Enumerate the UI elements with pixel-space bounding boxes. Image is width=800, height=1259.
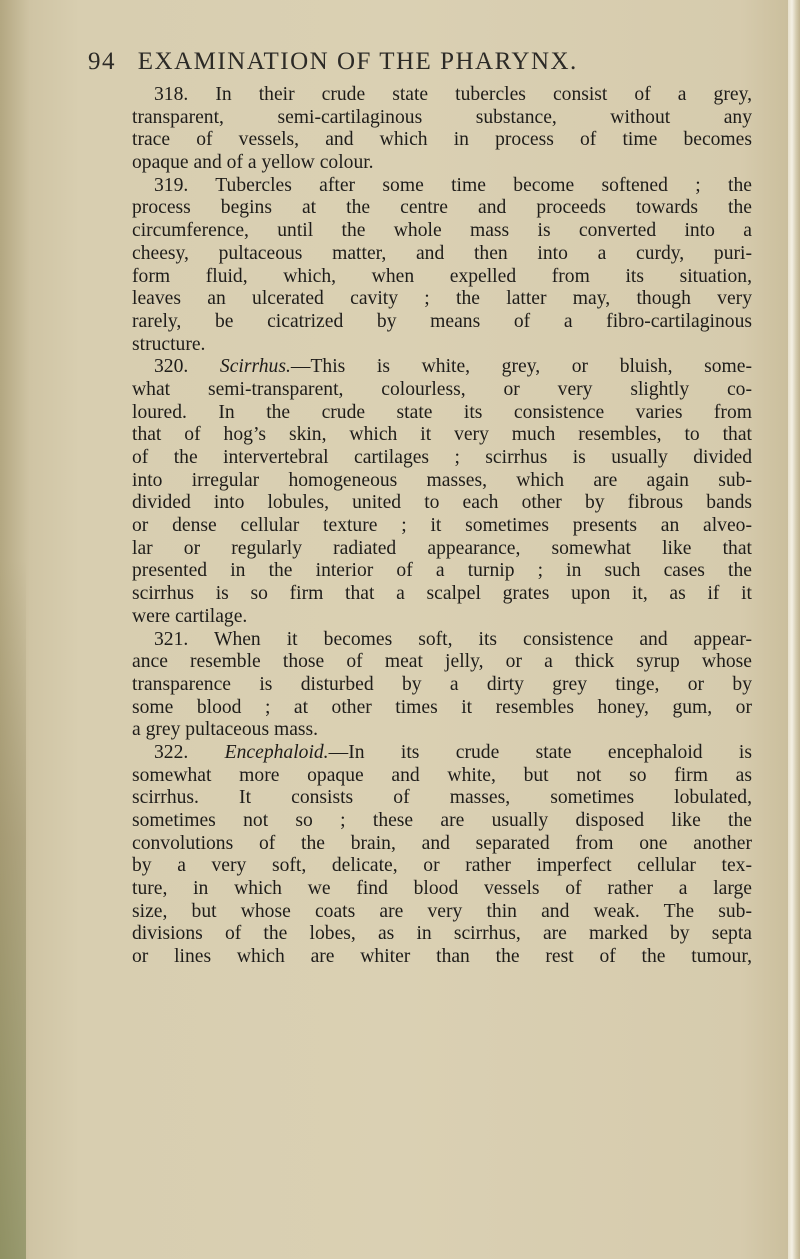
text-line-content: opaque and of a yellow colour. bbox=[132, 152, 374, 174]
page-edge bbox=[788, 0, 800, 1259]
text-line bbox=[132, 334, 752, 357]
text-line bbox=[132, 901, 752, 924]
text-line bbox=[132, 719, 752, 742]
text-line-content: lar or regularly radiated appearance, somewhat like that bbox=[132, 537, 752, 559]
text-line-content: a grey pultaceous mass. bbox=[132, 719, 319, 741]
text-line-content: ture, in which we find blood vessels of rather a large bbox=[132, 878, 752, 900]
text-line-content: or lines which are whiter than the rest of the tumour, bbox=[132, 946, 752, 968]
text-line bbox=[132, 810, 752, 833]
text-line bbox=[132, 84, 752, 107]
text-line bbox=[132, 787, 752, 810]
text-line-content: circumference, until the whole mass is converted into a bbox=[132, 220, 752, 242]
text-line bbox=[132, 651, 752, 674]
page-stain bbox=[0, 560, 26, 1259]
text-line bbox=[132, 606, 752, 629]
text-line bbox=[132, 946, 752, 969]
text-line-content: process begins at the centre and proceeds towards the bbox=[132, 197, 752, 219]
text-line bbox=[132, 379, 752, 402]
text-line-content: loured. In the crude state its consistence varies from bbox=[132, 401, 752, 423]
text-line bbox=[132, 923, 752, 946]
text-line bbox=[132, 107, 752, 130]
text-line bbox=[132, 356, 752, 379]
text-line-content: rarely, be cicatrized by means of a fibro-cartilaginous bbox=[132, 310, 752, 332]
text-line-content: 319. Tubercles after some time become softened ; the bbox=[154, 174, 752, 196]
text-line-content: trace of vessels, and which in process of time becomes bbox=[132, 129, 752, 151]
text-line-content: by a very soft, delicate, or rather imperfect cellular tex- bbox=[132, 855, 752, 877]
text-line-content: presented in the interior of a turnip ; in such cases the bbox=[132, 560, 752, 582]
text-line bbox=[132, 538, 752, 561]
text-line bbox=[132, 288, 752, 311]
text-line bbox=[132, 197, 752, 220]
text-line bbox=[132, 243, 752, 266]
text-line-content: divisions of the lobes, as in scirrhus, are marked by septa bbox=[132, 923, 752, 945]
text-line-rest: —In its crude state encephaloid is bbox=[328, 741, 752, 763]
text-line-content: ance resemble those of meat jelly, or a thick syrup whose bbox=[132, 651, 752, 673]
text-line bbox=[132, 674, 752, 697]
text-line-rest: —This is white, grey, or bluish, some- bbox=[290, 356, 753, 378]
text-line bbox=[132, 833, 752, 856]
text-line bbox=[132, 629, 752, 652]
running-header bbox=[88, 48, 578, 76]
text-line-content: somewhat more opaque and white, but not so firm as bbox=[132, 764, 752, 786]
text-line bbox=[132, 129, 752, 152]
text-line bbox=[132, 697, 752, 720]
page-number: 94 bbox=[88, 48, 116, 75]
text-line bbox=[132, 878, 752, 901]
text-line-content: leaves an ulcerated cavity ; the latter may, though very bbox=[132, 288, 752, 310]
text-line bbox=[132, 765, 752, 788]
text-line-content: scirrhus. It consists of masses, sometimes lobulated, bbox=[132, 787, 752, 809]
text-line bbox=[132, 220, 752, 243]
text-line-content: size, but whose coats are very thin and weak. The sub- bbox=[132, 900, 752, 922]
text-line-content: transparent, semi-cartilaginous substance, without any bbox=[132, 106, 752, 128]
body-text bbox=[132, 84, 752, 969]
text-line-content: structure. bbox=[132, 333, 206, 355]
text-line bbox=[132, 152, 752, 175]
text-line-content: that of hog’s skin, which it very much resembles, to that bbox=[132, 424, 752, 446]
section-heading-italic: Encephaloid. bbox=[224, 741, 329, 763]
text-line bbox=[132, 175, 752, 198]
text-line-content: into irregular homogeneous masses, which are again sub- bbox=[132, 469, 752, 491]
text-line bbox=[132, 311, 752, 334]
text-line-content: of the intervertebral cartilages ; scirrhus is usually divided bbox=[132, 447, 752, 468]
text-line-content: were cartilage. bbox=[132, 605, 248, 627]
text-line bbox=[132, 447, 752, 470]
text-line bbox=[132, 742, 752, 765]
text-line-content: 318. In their crude state tubercles consist of a grey, bbox=[154, 84, 752, 105]
text-line-content: or dense cellular texture ; it sometimes presents an alveo- bbox=[132, 515, 752, 537]
running-title: EXAMINATION OF THE PHARYNX. bbox=[137, 48, 578, 75]
text-line-content: form fluid, which, when expelled from its situation, bbox=[132, 265, 752, 287]
text-line-content: scirrhus is so firm that a scalpel grates upon it, as if it bbox=[132, 583, 752, 605]
text-line-content: 321. When it becomes soft, its consistence and appear- bbox=[154, 628, 752, 650]
text-line-content: some blood ; at other times it resembles honey, gum, or bbox=[132, 696, 752, 718]
text-line-content: 320. bbox=[154, 356, 220, 378]
text-line-content: 322. bbox=[154, 741, 225, 763]
text-line-content: transparence is disturbed by a dirty grey tinge, or by bbox=[132, 673, 752, 695]
text-line bbox=[132, 492, 752, 515]
text-line-content: convolutions of the brain, and separated from one another bbox=[132, 832, 752, 854]
text-line-content: what semi-transparent, colourless, or very slightly co- bbox=[132, 378, 752, 400]
text-line bbox=[132, 560, 752, 583]
text-line bbox=[132, 266, 752, 289]
section-heading-italic: Scirrhus. bbox=[219, 356, 291, 378]
text-line bbox=[132, 583, 752, 606]
text-line-content: cheesy, pultaceous matter, and then into a curdy, puri- bbox=[132, 242, 752, 264]
text-line bbox=[132, 402, 752, 425]
text-line bbox=[132, 424, 752, 447]
text-line-content: divided into lobules, united to each other by fibrous bands bbox=[132, 492, 752, 514]
text-line-content: sometimes not so ; these are usually disposed like the bbox=[132, 810, 752, 831]
text-line bbox=[132, 855, 752, 878]
text-line bbox=[132, 515, 752, 538]
text-line bbox=[132, 470, 752, 493]
